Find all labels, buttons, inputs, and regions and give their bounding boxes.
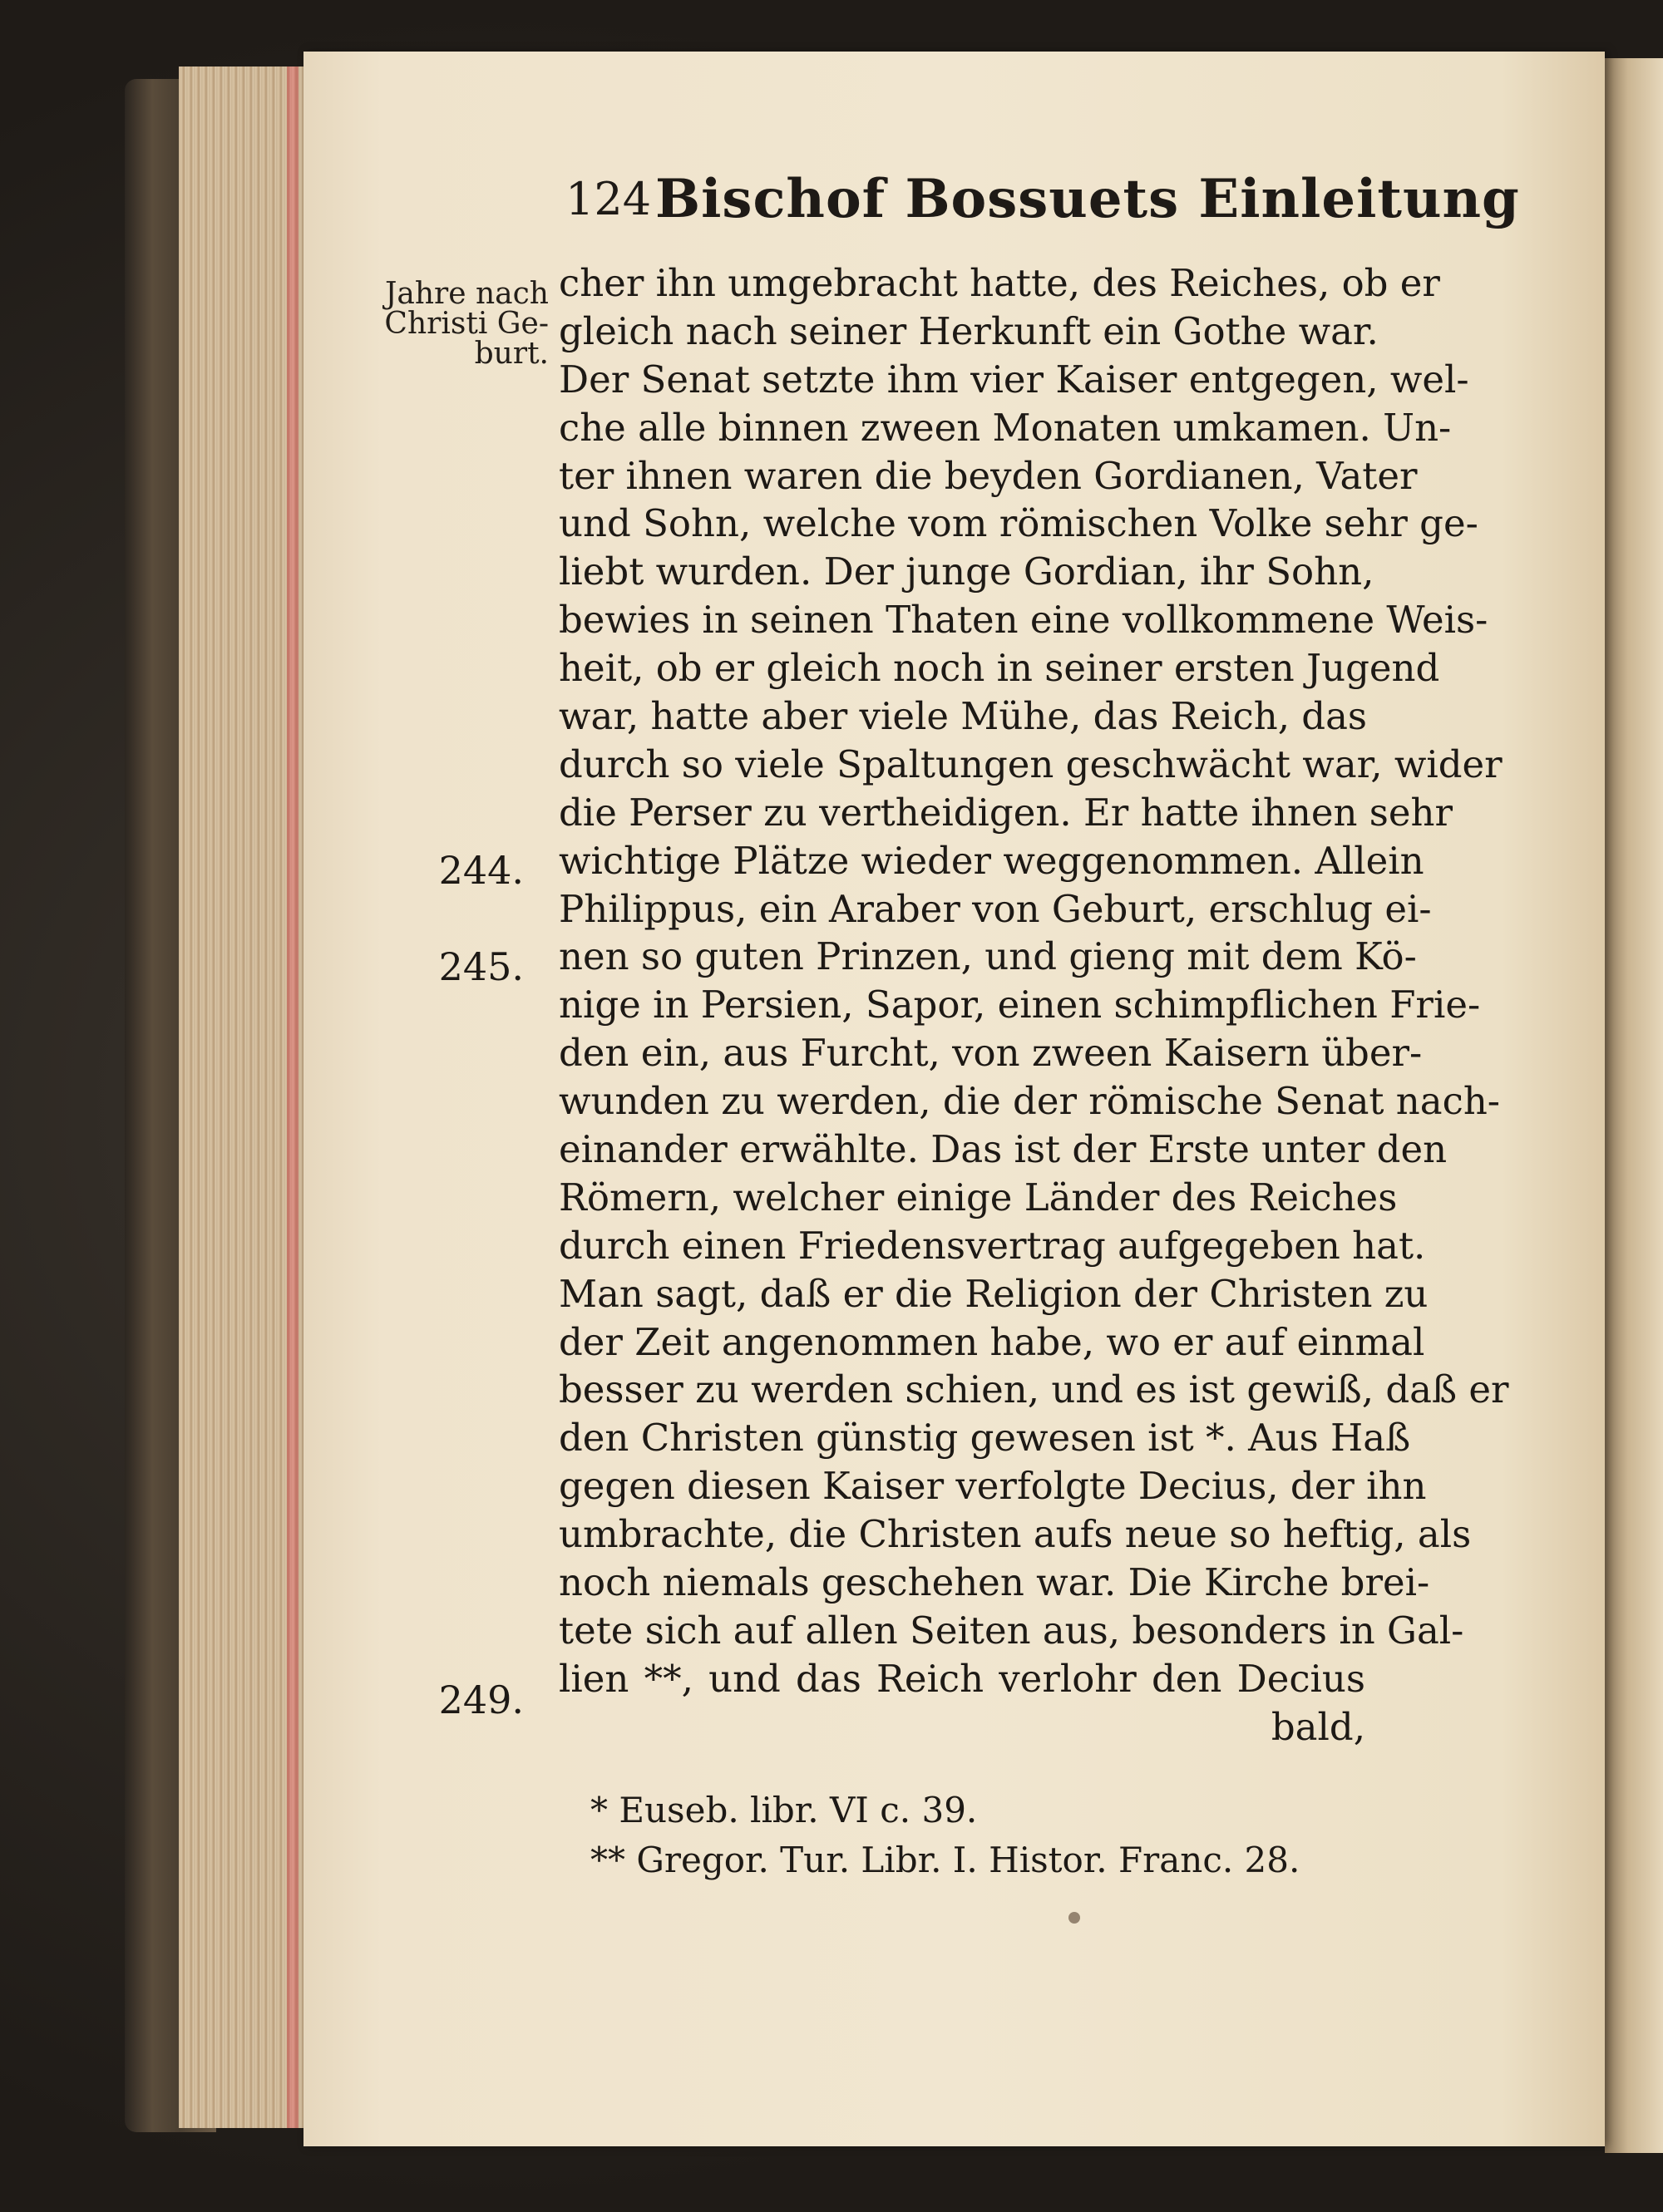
- text-line: und Sohn, welche vom römischen Volke sehr ge-: [559, 501, 1478, 546]
- red-page-edge: [287, 67, 299, 2128]
- text-line: Der Senat setzte ihm vier Kaiser entgegen, wel-: [559, 357, 1469, 402]
- text-line: noch niemals geschehen war. Die Kirche brei-: [559, 1560, 1430, 1605]
- margin-year-244: 244.: [438, 848, 524, 893]
- margin-note: [374, 279, 549, 369]
- footnote-2: ** Gregor. Tur. Libr. I. Histor. Franc. 28.: [590, 1840, 1300, 1880]
- text-line: che alle binnen zween Monaten umkamen. Un-: [559, 405, 1452, 450]
- text-line: war, hatte aber viele Mühe, das Reich, das: [559, 694, 1368, 739]
- text-line: nen so guten Prinzen, und gieng mit dem Kö-: [559, 934, 1417, 979]
- margin-year-249: 249.: [438, 1677, 524, 1722]
- page-number: 124: [565, 173, 652, 225]
- ink-spot: [1068, 1912, 1080, 1924]
- text-line: einander erwählte. Das ist der Erste unter den: [559, 1127, 1448, 1172]
- facing-page-edge: [1605, 58, 1663, 2153]
- text-line: Philippus, ein Araber von Geburt, erschlug ei-: [559, 886, 1432, 931]
- text-line: der Zeit angenommen habe, wo er auf einmal: [559, 1319, 1425, 1364]
- footnotes: [582, 1786, 1330, 1885]
- text-line: umbrachte, die Christen aufs neue so heftig, als: [559, 1512, 1472, 1557]
- text-line: durch einen Friedensvertrag aufgegeben hat.: [559, 1223, 1426, 1268]
- margin-note-line: Jahre nach: [384, 277, 549, 311]
- margin-note-line: Christi Ge-: [384, 307, 549, 341]
- text-line: tete sich auf allen Seiten aus, besonders in Gal-: [559, 1608, 1464, 1653]
- text-line: wichtige Plätze wieder weggenommen. Allein: [559, 838, 1424, 883]
- margin-note-line: burt.: [474, 337, 549, 371]
- page-header: [565, 168, 1520, 248]
- text-line: den ein, aus Furcht, von zween Kaisern über-: [559, 1031, 1423, 1076]
- text-line: durch so viele Spaltungen geschwächt war, wider: [559, 741, 1503, 786]
- text-line: heit, ob er gleich noch in seiner ersten Jugend: [559, 646, 1440, 691]
- text-line: gegen diesen Kaiser verfolgte Decius, der ihn: [559, 1464, 1427, 1509]
- text-line: ter ihnen waren die beyden Gordianen, Vater: [559, 453, 1418, 498]
- text-line: besser zu werden schien, und es ist gewiß, daß er: [559, 1367, 1509, 1412]
- text-line: wunden zu werden, die der römische Senat nach-: [559, 1079, 1501, 1124]
- footnote-1: * Euseb. libr. VI c. 39.: [590, 1790, 978, 1830]
- body-text: [559, 259, 1509, 1751]
- text-line: Man sagt, daß er die Religion der Christen zu: [559, 1271, 1429, 1316]
- catchword: bald,: [1271, 1704, 1365, 1749]
- text-line: den Christen günstig gewesen ist *. Aus Haß: [559, 1416, 1411, 1461]
- text-line: die Perser zu vertheidigen. Er hatte ihnen sehr: [559, 790, 1453, 835]
- text-line: nige in Persien, Sapor, einen schimpflichen Frie-: [559, 983, 1481, 1027]
- text-line: Römern, welcher einige Länder des Reiches: [559, 1175, 1398, 1219]
- text-line: bewies in seinen Thaten eine vollkommene Weis-: [559, 598, 1488, 643]
- running-title: Bischof Bossuets Einleitung: [655, 168, 1520, 230]
- text-line: cher ihn umgebracht hatte, des Reiches, ob er: [559, 261, 1440, 305]
- margin-year-245: 245.: [438, 944, 524, 989]
- text-line: liebt wurden. Der junge Gordian, ihr Sohn,: [559, 549, 1374, 594]
- text-line: lien **, und das Reich verlohr den Decius: [559, 1656, 1365, 1701]
- text-line: gleich nach seiner Herkunft ein Gothe war.: [559, 308, 1379, 353]
